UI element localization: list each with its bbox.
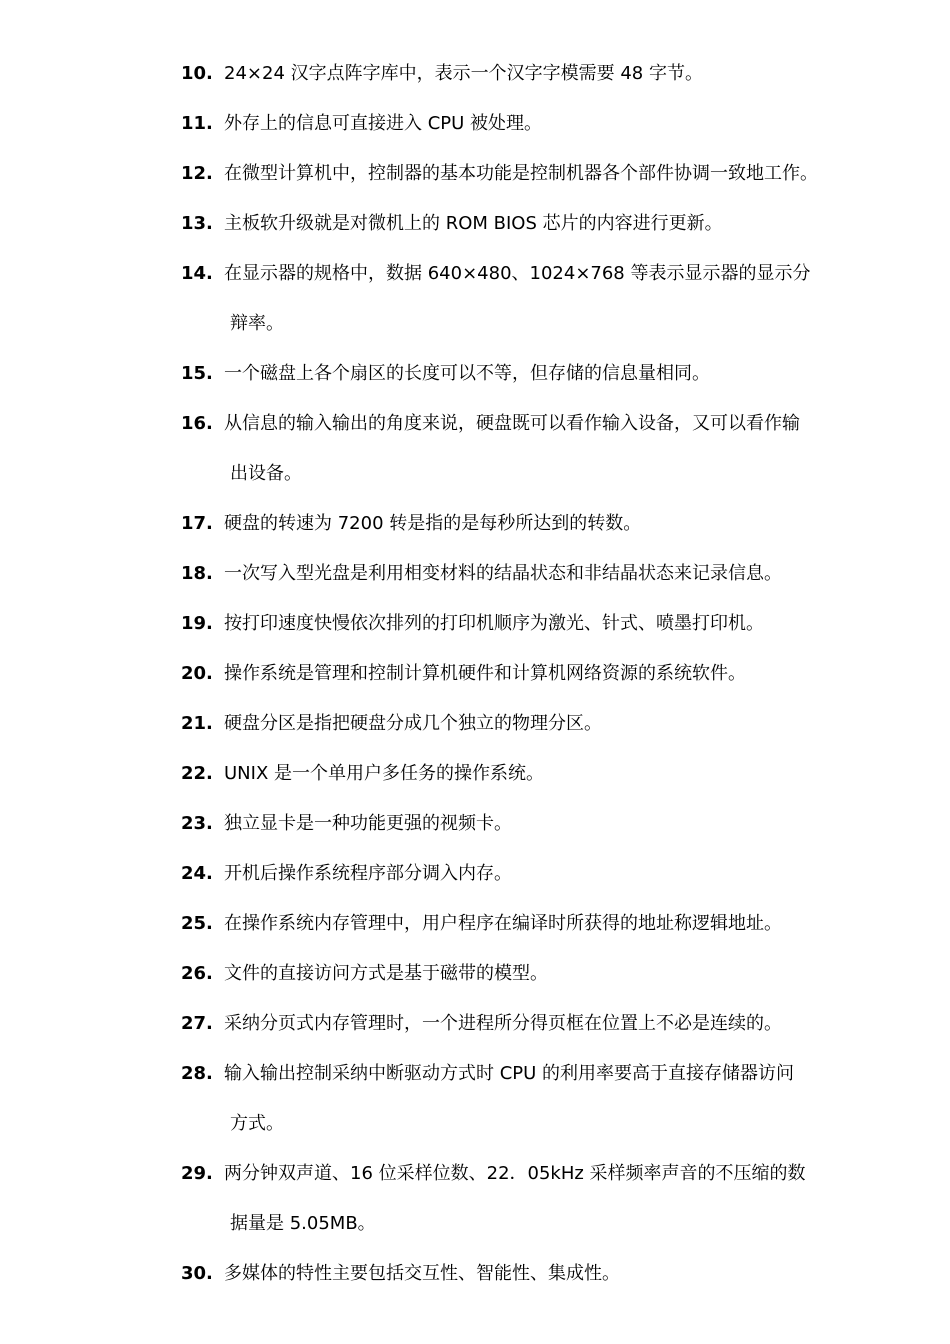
item-text: 硬盘分区是指把硬盘分成几个独立的物理分区。 (224, 713, 602, 734)
item-number: 22. (181, 763, 213, 784)
item-text-continuation: 据量是 5.05MB。 (230, 1213, 376, 1234)
item-number: 11. (181, 113, 213, 134)
item-text: 输入输出控制采纳中断驱动方式时 CPU 的利用率要高于直接存储器访问 (224, 1063, 795, 1084)
item-text: UNIX 是一个单用户多任务的操作系统。 (224, 763, 544, 784)
item-number: 28. (181, 1063, 213, 1084)
item-text: 24×24 汉字点阵字库中，表示一个汉字字模需要 48 字节。 (224, 63, 703, 84)
item-number: 29. (181, 1163, 213, 1184)
list-item (181, 649, 881, 699)
item-text: 在微型计算机中，控制器的基本功能是控制机器各个部件协调一致地工作。 (224, 163, 818, 184)
item-text: 按打印速度快慢依次排列的打印机顺序为激光、针式、喷墨打印机。 (224, 613, 764, 634)
item-number: 27. (181, 1013, 213, 1034)
list-item (181, 899, 881, 949)
item-number: 16. (181, 413, 213, 434)
list-item (181, 699, 881, 749)
item-number: 12. (181, 163, 213, 184)
item-text: 文件的直接访问方式是基于磁带的模型。 (224, 963, 548, 984)
item-text: 一个磁盘上各个扇区的长度可以不等，但存储的信息量相同。 (224, 363, 710, 384)
list-item (181, 199, 881, 249)
item-number: 15. (181, 363, 213, 384)
item-number: 26. (181, 963, 213, 984)
item-number: 23. (181, 813, 213, 834)
item-text: 从信息的输入输出的角度来说，硬盘既可以看作输入设备，又可以看作输 (224, 413, 800, 434)
item-number: 20. (181, 663, 213, 684)
list-item (181, 949, 881, 999)
item-number: 19. (181, 613, 213, 634)
list-item (181, 1049, 881, 1149)
list-item (181, 849, 881, 899)
item-text: 开机后操作系统程序部分调入内存。 (224, 863, 512, 884)
item-number: 17. (181, 513, 213, 534)
item-number: 14. (181, 263, 213, 284)
list-item (181, 799, 881, 849)
list-item (181, 999, 881, 1049)
item-text: 在显示器的规格中，数据 640×480、1024×768 等表示显示器的显示分 (224, 263, 811, 284)
item-number: 25. (181, 913, 213, 934)
list-item (181, 599, 881, 649)
list-item (181, 49, 881, 99)
list-item (181, 249, 881, 349)
item-text: 在操作系统内存管理中，用户程序在编译时所获得的地址称逻辑地址。 (224, 913, 782, 934)
list-item (181, 99, 881, 149)
item-text: 硬盘的转速为 7200 转是指的是每秒所达到的转数。 (224, 513, 642, 534)
list-item (181, 749, 881, 799)
item-text: 多媒体的特性主要包括交互性、智能性、集成性。 (224, 1263, 620, 1284)
item-text-continuation: 辩率。 (230, 313, 284, 334)
item-text: 操作系统是管理和控制计算机硬件和计算机网络资源的系统软件。 (224, 663, 746, 684)
item-number: 21. (181, 713, 213, 734)
question-list (181, 49, 881, 1299)
item-number: 24. (181, 863, 213, 884)
item-number: 10. (181, 63, 213, 84)
list-item (181, 399, 881, 499)
item-text: 外存上的信息可直接进入 CPU 被处理。 (224, 113, 543, 134)
list-item (181, 549, 881, 599)
list-item (181, 349, 881, 399)
item-text: 两分钟双声道、16 位采样位数、22．05kHz 采样频率声音的不压缩的数 (224, 1163, 806, 1184)
item-number: 13. (181, 213, 213, 234)
item-text: 主板软升级就是对微机上的 ROM BIOS 芯片的内容进行更新。 (224, 213, 723, 234)
list-item (181, 149, 881, 199)
item-number: 18. (181, 563, 213, 584)
item-text: 一次写入型光盘是利用相变材料的结晶状态和非结晶状态来记录信息。 (224, 563, 782, 584)
item-text: 采纳分页式内存管理时，一个进程所分得页框在位置上不必是连续的。 (224, 1013, 782, 1034)
item-text-continuation: 出设备。 (230, 463, 302, 484)
item-text: 独立显卡是一种功能更强的视频卡。 (224, 813, 512, 834)
item-number: 30. (181, 1263, 213, 1284)
list-item (181, 1149, 881, 1249)
list-item (181, 499, 881, 549)
list-item (181, 1249, 881, 1299)
item-text-continuation: 方式。 (230, 1113, 284, 1134)
